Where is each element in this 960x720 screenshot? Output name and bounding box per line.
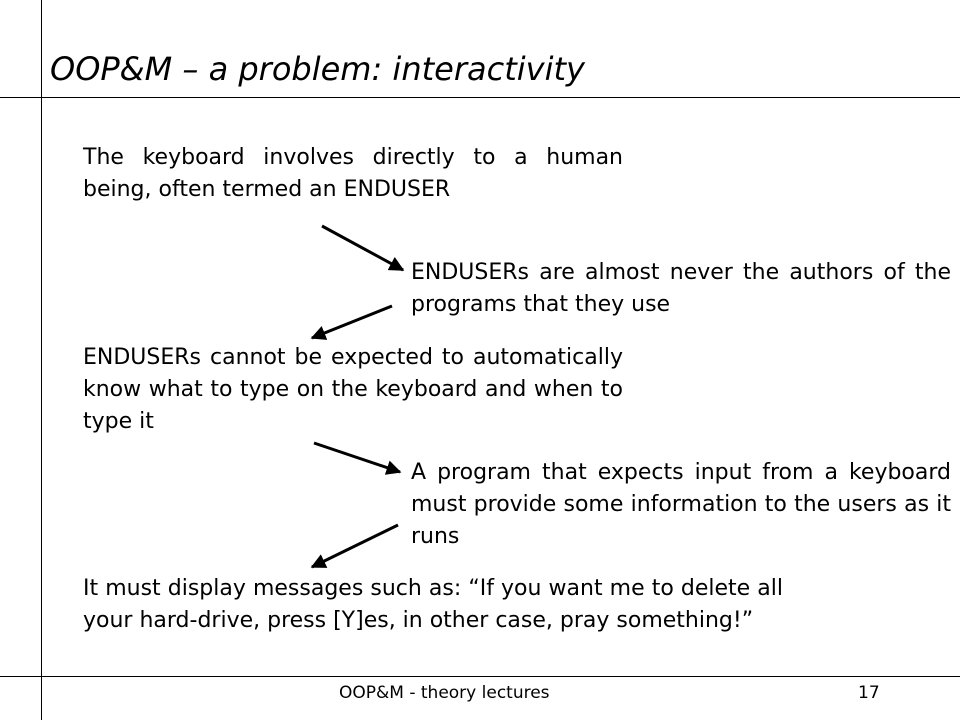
arrow-1-icon bbox=[322, 226, 403, 270]
paragraph-display-messages: It must display messages such as: “If you want me to delete all your hard-drive, press [Y]es, in other case, pray something!” bbox=[83, 576, 783, 633]
page-number: 17 bbox=[858, 683, 880, 703]
paragraph-endusers-cannot-know: ENDUSERs cannot be expected to automatically know what to type on the keyboard and when to type it bbox=[83, 345, 623, 434]
title-divider bbox=[0, 97, 960, 98]
arrow-3-icon bbox=[314, 443, 400, 472]
paragraph-endusers-not-authors: ENDUSERs are almost never the authors of the programs that they use bbox=[411, 260, 951, 317]
arrow-4-icon bbox=[312, 525, 398, 567]
paragraph-program-must-inform: A program that expects input from a keyboard must provide some information to the users as it runs bbox=[411, 460, 951, 549]
paragraph-keyboard-enduser: The keyboard involves directly to a human being, often termed an ENDUSER bbox=[83, 145, 623, 202]
slide-title: OOP&M – a problem: interactivity bbox=[50, 50, 585, 88]
left-vertical-rule bbox=[41, 0, 42, 720]
arrow-2-icon bbox=[312, 306, 392, 338]
footer-divider bbox=[0, 676, 960, 677]
footer-title: OOP&M - theory lectures bbox=[339, 683, 550, 703]
